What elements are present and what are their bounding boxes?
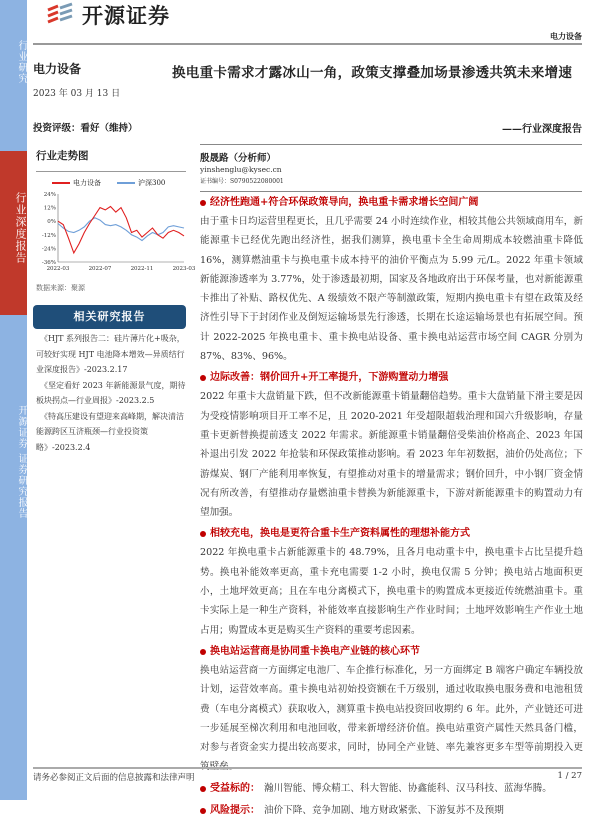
investment-rating: 投资评级：看好（维持） (33, 123, 138, 134)
series-line (58, 218, 184, 241)
analyst-block (200, 150, 583, 185)
trend-divider (36, 171, 186, 172)
beneficiaries-label: 受益标的： (210, 782, 260, 794)
y-tick-label: -36% (41, 260, 56, 266)
legend-item (117, 178, 165, 188)
section-heading: 经济性跑通+符合环保政策导向，换电重卡需求增长空间广阔 (200, 194, 583, 212)
analyst-cert: 证书编号：S0790522080001 (200, 178, 284, 185)
x-tick-label: 2022-03 (46, 266, 70, 272)
footer-disclaimer: 请务必参阅正文后面的信息披露和法律声明 (33, 773, 195, 783)
related-report-link[interactable]: 《坚定看好 2023 年新能源景气度，期待板块拐点—行业周报》-2023.2.5 (36, 380, 186, 405)
risk-notice (200, 802, 583, 820)
y-tick-label: -12% (41, 232, 56, 239)
related-reports-list (36, 331, 186, 455)
analyst-name: 殷晟路（分析师） (200, 153, 277, 164)
chart-source: 数据来源：聚源 (36, 284, 85, 292)
sidebar-label-bottom: 开源证券 证券研究报告 (16, 405, 27, 520)
section-heading: 相较充电，换电是更符合重卡生产资料属性的理想补能方式 (200, 525, 583, 543)
section-body: 2022 年重卡大盘销量下跌，但不改新能源重卡销量翻倍趋势。重卡大盘销量下滑主要是因为受疫情影响项目开工率不足，且 2020-2021 年受超限超载治理和国六升级影响，存量重卡更新替换提前透支 2022 年需求。新能源重卡销量翻倍受柴油价格高企、2023 年国补退出引发 2022 年抢装和环保政策推动影响。看 2023 年年初数据，油价仍处高位；下游煤炭、钢厂产能利用率恢复，有望推动对重卡的增量需求；钢价回升，中小钢厂资金情况有所改善，有望推动存量燃油重卡替换为新能源重卡，下游对新能源重卡的购置动力有望加强。 (200, 391, 583, 519)
analyst-email[interactable]: yinshenglu@kysec.cn (200, 165, 282, 174)
x-tick-label: 2022-07 (88, 266, 112, 272)
analyst-divider-bottom (200, 191, 582, 192)
sidebar-label-top: 行业研究 (16, 40, 27, 84)
x-tick-label: 2022-11 (130, 266, 154, 272)
sidebar-label-mid: 行业深度报告 (14, 192, 27, 264)
chart-legend (52, 178, 186, 188)
y-tick-label: 0% (47, 219, 56, 226)
bullet-icon (200, 375, 206, 381)
trend-chart (36, 190, 196, 275)
sidebar (0, 0, 27, 800)
section-body: 2022 年换电重卡占新能源重卡的 48.79%，且各月电动重卡中，换电重卡占比呈提升趋势。换电补能效率更高，重卡充电需要 1-2 小时，换电仅需 5 分钟；换电站占地面积更小，土地坪效更高；且在车电分离模式下，换电重卡的购置成本更接近传统燃油重卡。重卡实际上是一种生产资料，补能效率直接影响生产作业时间；土地坪效影响生产作业土地占用；购置成本更是购买生产资料的重要考虑因素。 (200, 547, 583, 636)
y-tick-label: 24% (43, 192, 56, 198)
report-date: 2023 年 03 月 13 日 (33, 89, 121, 99)
related-report-link[interactable]: 《特高压建设有望迎来高峰期，解决清洁能源跨区互济瓶颈—行业投资策略》-2023.2.4 (36, 411, 184, 452)
legend-label: 电力设备 (73, 179, 101, 187)
sector-name: 电力设备 (33, 62, 82, 76)
bullet-icon (200, 200, 206, 206)
logo-icon (46, 2, 76, 28)
report-type: ——行业深度报告 (502, 124, 582, 135)
trend-heading: 行业走势图 (36, 150, 89, 162)
trend-section (36, 148, 196, 293)
section-body: 由于重卡日均运营里程更长，且几乎需要 24 小时连续作业，相较其他公共领域商用车，新能源重卡已经优先跑出经济性，据我们测算，换电重卡全生命周期成本较燃油重卡降低 16%，测算燃油重卡与换电重卡成本持平的油价平衡点为 5.99 元/L。2022 年重卡领域新能源渗透率为 3.77%，处于渗透最初期，国家及各地政府出于环保考量，也对新能源重卡推出了补贴、路权优先、A 级绩效不限产等制激政策，短期内换电重卡有望在政策及经济性引导下于封闭作业及倒短运输场景先行渗透，长期在长途运输场景也有拓展空间。预计 2022-2025 年换电重卡、重卡换电站设备、重卡换电站运营市场空间 CAGR 分别为 87%、83%、96%。 (200, 216, 583, 363)
header-divider (33, 43, 582, 45)
risk-text: 油价下降、竞争加剧、地方财政紧张、下游复苏不及预期 (264, 804, 504, 816)
bullet-icon (200, 786, 206, 792)
logo (46, 0, 170, 30)
y-tick-label: 12% (43, 205, 56, 212)
section-heading: 边际改善：钢价回升+开工率提升，下游购置动力增强 (200, 369, 583, 387)
y-tick-label: -24% (41, 246, 56, 253)
related-report-link[interactable]: 《HJT 系列报告二：硅片薄片化+吸杂，可较好实现 HJT 电池降本增效—异质结行业深度报告》-2023.2.17 (36, 334, 185, 374)
analyst-divider-top (200, 144, 582, 145)
risk-label: 风险提示： (210, 804, 260, 816)
report-title: 换电重卡需求才露冰山一角，政策支撑叠加场景渗透共筑未来增速 (172, 65, 573, 81)
bullet-icon (200, 808, 206, 814)
section-heading: 换电站运营商是协同重卡换电产业链的核心环节 (200, 643, 583, 661)
footer (33, 771, 582, 783)
section-body: 换电站运营商一方面绑定电池厂、车企推行标准化，另一方面绑定 B 端客户确定车辆投放计划，运营效率高。重卡换电站初始投资额在千万级别，通过收取换电服务费和电池租赁费（车电分离模式）获取收入，测算重卡换电站投资回收期约 6 年。此外，产业链还可进一步延展至梯次利用和电池回收，带来新增经济价值。换电站重资产属性天然具备门槛，对参与者资金实力提出较高要求，同时，协同全产业链、率先兼容更多车型等前期投入更 (200, 664, 583, 754)
page-number: 1 / 27 (557, 771, 582, 781)
footer-divider (33, 767, 582, 769)
report-body (200, 194, 583, 820)
bullet-icon (200, 531, 206, 537)
x-tick-label: 2023-03 (172, 266, 196, 272)
related-reports-header: 相关研究报告 (33, 305, 186, 329)
beneficiaries-text: 瀚川智能、博众精工、科大智能、协鑫能科、汉马科技、蓝海华腾。 (264, 782, 552, 794)
logo-text: 开源证券 (82, 4, 170, 28)
bullet-icon (200, 649, 206, 655)
header-sector-tag: 电力设备 (550, 31, 582, 41)
legend-label: 沪深300 (138, 179, 166, 187)
legend-item (52, 178, 101, 188)
